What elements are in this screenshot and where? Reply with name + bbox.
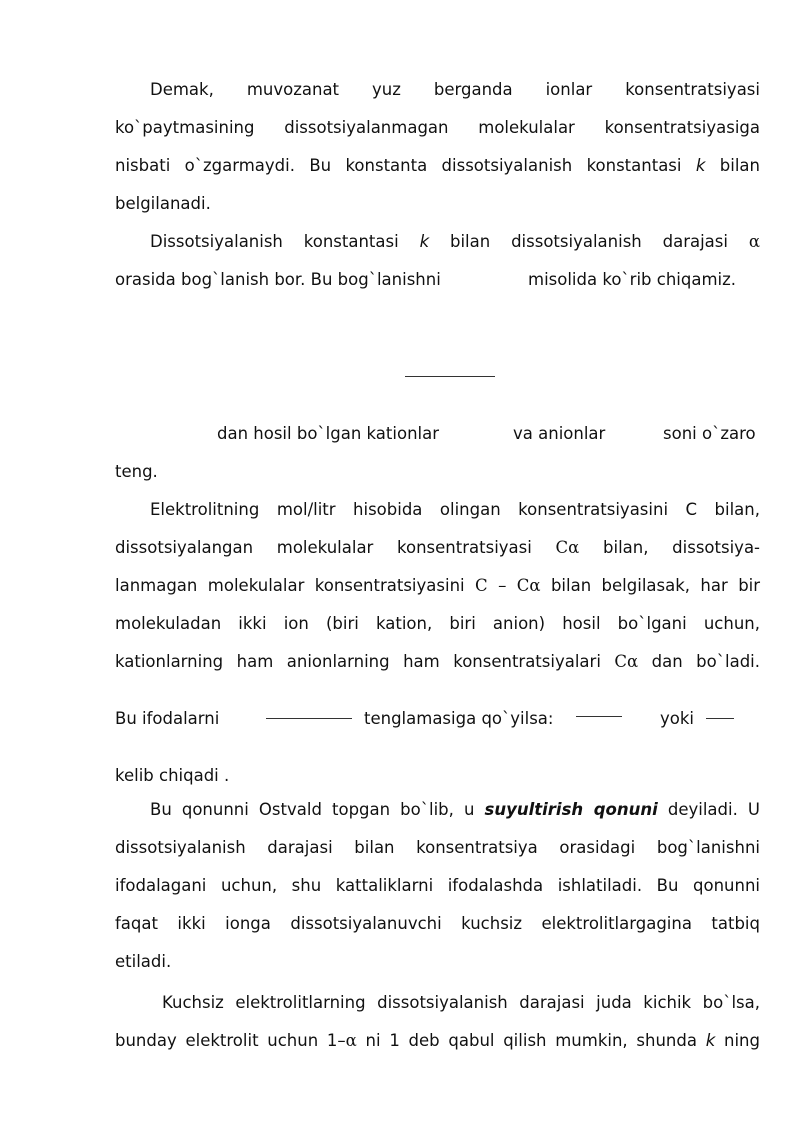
p4-line-5-text-b: dan bo`ladi. — [651, 652, 760, 671]
p3-line-2: teng. — [115, 462, 158, 481]
p4-line-3-text-a: lanmagan molekulalar konsentratsiyasini — [115, 576, 465, 595]
c-minus-c-alpha-expr: C – Cα — [475, 576, 541, 595]
p2-line-2-text-b: misolida ko`rib chiqamiz. — [528, 270, 737, 289]
p6-line-2 — [115, 1030, 760, 1052]
alpha-symbol: α — [345, 1031, 357, 1050]
p4-line-2 — [115, 537, 760, 559]
p3-line-1-text-a: dan hosil bo`lgan kationlar — [217, 424, 440, 443]
p5-line-4: faqat ikki ionga dissotsiyalanuvchi kuchsiz elektrolitlargagina tatbiq — [115, 914, 760, 933]
p2-line-1-text-b: bilan dissotsiyalanish darajasi — [450, 232, 728, 251]
p5-line-5: etiladi. — [115, 952, 172, 971]
p4-line-1: Elektrolitning mol/litr hisobida olingan konsentratsiyasini C bilan, — [150, 500, 760, 519]
p4-line-4: molekuladan ikki ion (biri kation, biri anion) hosil bo`lgani uchun, — [115, 614, 760, 633]
p1-line-3 — [115, 155, 760, 177]
p5-line-1-text-a: Bu qonunni Ostvald topgan bo`lib, u — [150, 800, 475, 819]
p6-line-2-text-a: bunday elektrolit uchun 1– — [115, 1031, 346, 1050]
p4-line-5 — [115, 651, 760, 673]
k-symbol: k — [705, 1031, 716, 1050]
c-alpha-symbol: Cα — [614, 652, 639, 671]
k-symbol: k — [695, 156, 706, 175]
p3-line-1-text-b: va anionlar — [513, 424, 606, 443]
p4-line-7: kelib chiqadi . — [115, 766, 230, 785]
p1-line-1: Demak, muvozanat yuz berganda ionlar konsentratsiyasi — [150, 80, 760, 99]
p1-line-3-text-a: nisbati o`zgarmaydi. Bu konstanta dissotsiyalanish konstantasi — [115, 156, 682, 175]
p1-line-3-text-b: bilan — [719, 156, 760, 175]
p1-line-2: ko`paytmasining dissotsiyalanmagan molekulalar konsentratsiyasiga — [115, 118, 760, 137]
p4-line-2-text-a: dissotsiyalangan molekulalar konsentratsiyasi — [115, 538, 532, 557]
p2-line-2-text-a: orasida bog`lanish bor. Bu bog`lanishni — [115, 270, 441, 289]
p3-line-1-text-c: soni o`zaro — [663, 424, 756, 443]
alpha-symbol: α — [748, 232, 760, 251]
equation-fraction-line — [706, 718, 734, 719]
p1-line-4: belgilanadi. — [115, 194, 211, 213]
p4-line-3 — [115, 575, 760, 597]
suyultirish-qonuni-term: suyultirish qonuni — [484, 800, 658, 819]
p4-line-3-text-b: bilan belgilasak, har bir — [550, 576, 761, 595]
equation-fraction-line — [405, 376, 495, 377]
p6-line-2-text-b: ni 1 deb qabul qilish mumkin, shunda — [365, 1031, 697, 1050]
p2-line-1 — [150, 231, 760, 253]
equation-fraction-line — [576, 716, 622, 717]
p5-line-1 — [150, 799, 760, 821]
p5-line-2: dissotsiyalanish darajasi bilan konsentratsiya orasidagi bog`lanishni — [115, 838, 760, 857]
c-alpha-symbol: Cα — [555, 538, 580, 557]
p5-line-3: ifodalagani uchun, shu kattaliklarni ifodalashda ishlatiladi. Bu qonunni — [115, 876, 760, 895]
p4-line-2-text-b: bilan, dissotsiya- — [603, 538, 761, 557]
k-symbol: k — [419, 232, 430, 251]
p2-line-1-text-a: Dissotsiyalanish konstantasi — [150, 232, 399, 251]
p4-line-5-text-a: kationlarning ham anionlarning ham konsentratsiyalari — [115, 652, 601, 671]
p6-line-2-text-c: ning — [724, 1031, 760, 1050]
equation-fraction-line — [266, 718, 352, 719]
p4-line-6-text-a: Bu ifodalarni — [115, 709, 220, 728]
p6-line-1: Kuchsiz elektrolitlarning dissotsiyalanish darajasi juda kichik bo`lsa, — [162, 993, 760, 1012]
p5-line-1-text-b: deyiladi. U — [667, 800, 761, 819]
p4-line-6-text-c: yoki — [660, 709, 694, 728]
p4-line-6-text-b: tenglamasiga qo`yilsa: — [364, 709, 554, 728]
